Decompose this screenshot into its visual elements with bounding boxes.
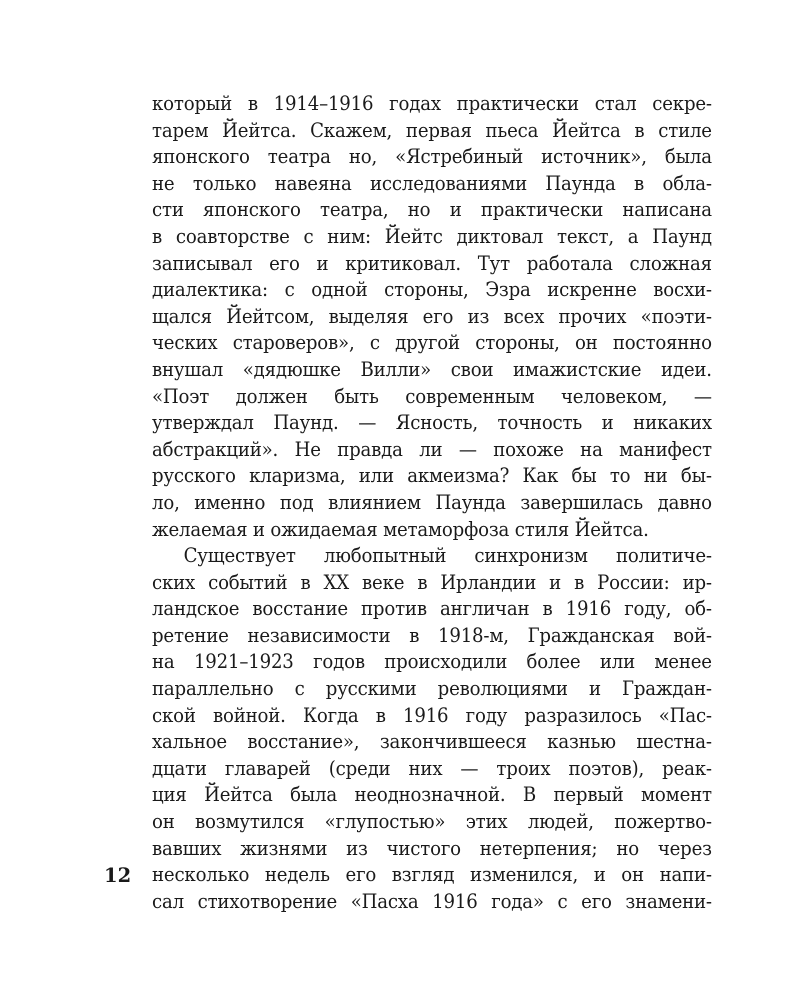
text-line: «Поэт должен быть современным человеком, — bbox=[152, 384, 712, 408]
text-line: тарем Йейтса. Скажем, первая пьеса Йейтса в стиле bbox=[152, 118, 712, 142]
page-number: 12 bbox=[104, 864, 132, 887]
body-text bbox=[152, 91, 712, 915]
text-line: желаемая и ожидаемая метаморфоза стиля Йейтса. bbox=[152, 517, 649, 541]
text-line: японского театра но, «Ястребиный источник», была bbox=[152, 145, 712, 169]
text-line: русского кларизма, или акмеизма? Как бы то ни бы- bbox=[152, 464, 712, 488]
text-line: ретение независимости в 1918-м, Гражданская вой- bbox=[152, 623, 712, 647]
text-line: Существует любопытный синхронизм политиче- bbox=[183, 544, 712, 568]
paragraph-1 bbox=[152, 91, 712, 543]
text-line: утверждал Паунд. — Ясность, точность и никаких bbox=[152, 411, 712, 435]
text-line: записывал его и критиковал. Тут работала сложная bbox=[152, 251, 712, 275]
text-line: ческих староверов», с другой стороны, он постоянно bbox=[152, 331, 712, 355]
text-line: ло, именно под влиянием Паунда завершилась давно bbox=[152, 490, 712, 514]
paragraph-2 bbox=[152, 543, 712, 915]
text-line: на 1921–1923 годов происходили более или менее bbox=[152, 650, 712, 674]
text-line: абстракций». Не правда ли — похоже на манифест bbox=[152, 437, 712, 461]
text-line: в соавторстве с ним: Йейтс диктовал текст, а Паунд bbox=[152, 224, 712, 248]
text-line: щался Йейтсом, выделяя его из всех прочих «поэти- bbox=[152, 304, 712, 328]
text-line: диалектика: с одной стороны, Эзра искренне восхи- bbox=[152, 278, 712, 302]
text-line: ция Йейтса была неоднозначной. В первый момент bbox=[152, 783, 712, 807]
text-line: хальное восстание», закончившееся казнью шестна- bbox=[152, 730, 712, 754]
text-line: который в 1914–1916 годах практически стал секре- bbox=[152, 92, 712, 115]
text-line: он возмутился «глупостью» этих людей, пожертво- bbox=[152, 810, 712, 834]
text-line: сти японского театра, но и практически написана bbox=[152, 198, 712, 222]
text-line: ской войной. Когда в 1916 году разразилось «Пас- bbox=[152, 703, 712, 727]
text-line: параллельно с русскими революциями и Граждан- bbox=[152, 677, 712, 701]
text-line: вавших жизнями из чистого нетерпения; но через bbox=[152, 836, 712, 860]
text-line: не только навеяна исследованиями Паунда в обла- bbox=[152, 171, 712, 195]
text-line: ландское восстание против англичан в 1916 году, об- bbox=[152, 597, 712, 621]
text-line: ских событий в XX веке в Ирландии и в России: ир- bbox=[152, 570, 712, 594]
text-line: сал стихотворение «Пасха 1916 года» с его знамени- bbox=[152, 889, 712, 913]
text-line: несколько недель его взгляд изменился, и он напи- bbox=[152, 863, 712, 887]
text-line: внушал «дядюшке Вилли» свои имажистские идеи. bbox=[152, 357, 712, 381]
text-line: дцати главарей (среди них — троих поэтов), реак- bbox=[152, 756, 712, 780]
